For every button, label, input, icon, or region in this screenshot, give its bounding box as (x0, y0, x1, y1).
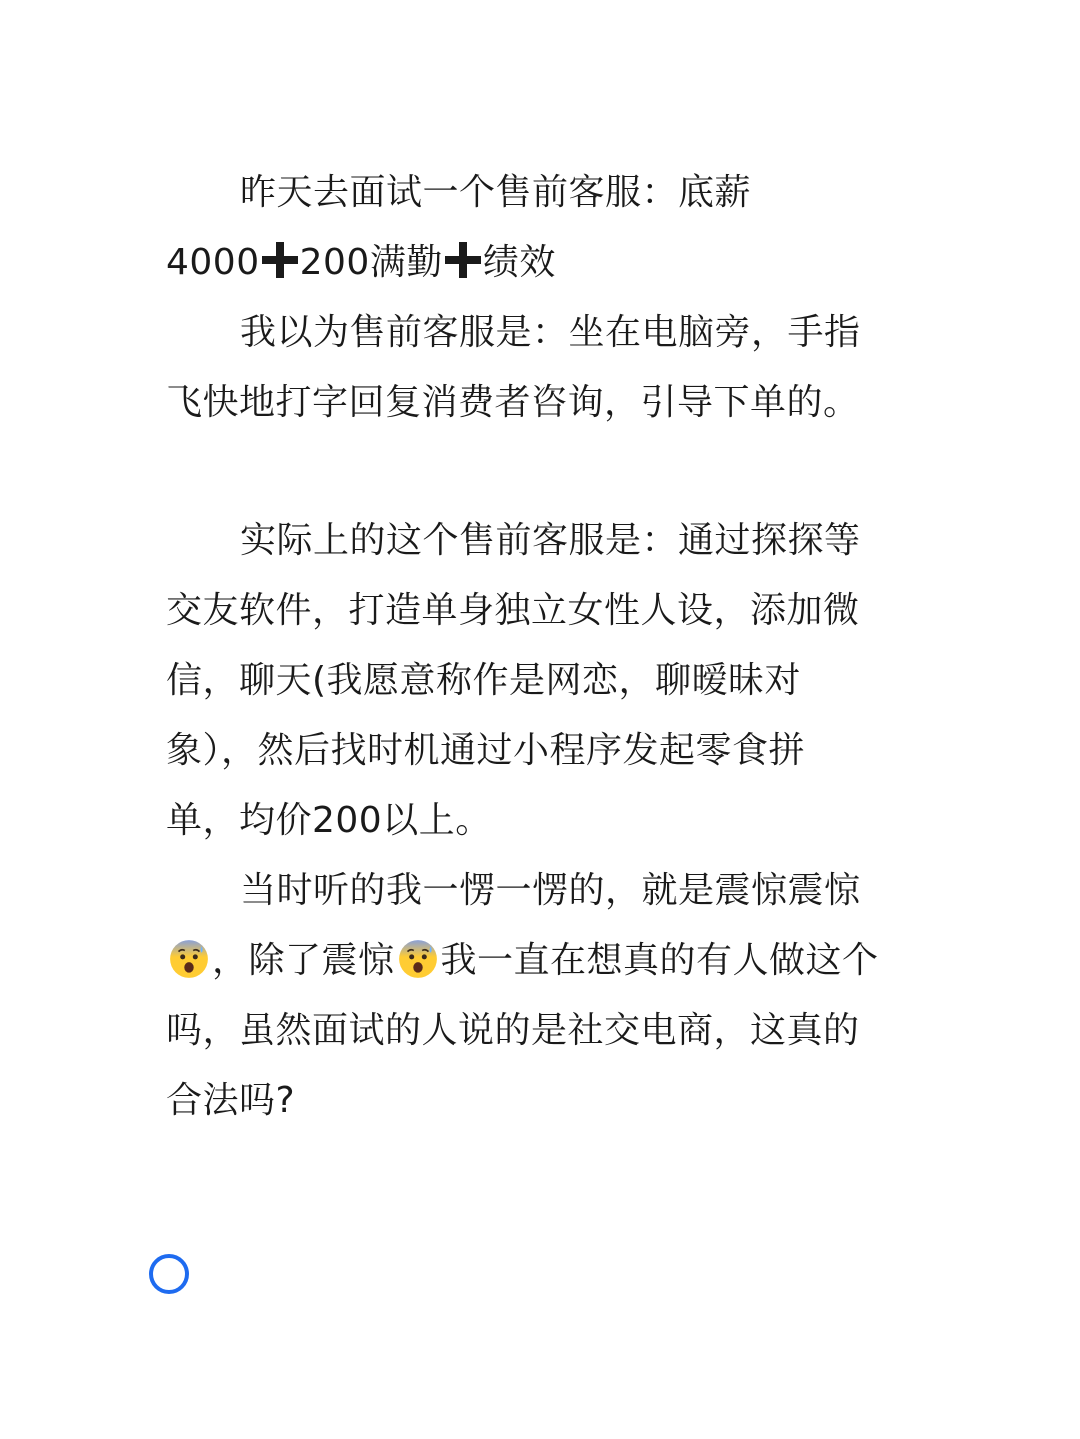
text-segment: 我以为售前客服是：坐在电脑旁，手指 (240, 312, 861, 353)
text-segment: 绩效 (482, 242, 556, 283)
anxious-face-with-sweat-icon (397, 938, 439, 980)
text-segment: 单，均价200以上。 (166, 800, 492, 841)
note-body (166, 158, 926, 1136)
text-line (166, 646, 926, 716)
anxious-face-with-sweat-icon (168, 938, 210, 980)
text-line (166, 856, 926, 926)
text-line (166, 576, 926, 646)
text-line (166, 228, 926, 298)
text-line (166, 786, 926, 856)
text-segment: 吗，虽然面试的人说的是社交电商，这真的 (166, 1010, 860, 1051)
text-segment: 象），然后找时机通过小程序发起零食拼 (166, 730, 806, 771)
text-line (166, 926, 926, 996)
text-line (166, 298, 926, 368)
text-segment: 我一直在想真的有人做这个 (440, 940, 879, 981)
text-segment: ，除了震惊 (212, 940, 395, 981)
heavy-plus-icon (444, 241, 482, 279)
text-line (166, 368, 926, 438)
text-segment: 实际上的这个售前客服是：通过探探等 (240, 520, 861, 561)
circle-cursor-icon[interactable] (149, 1254, 189, 1294)
text-segment: 合法吗? (166, 1080, 296, 1121)
heavy-plus-icon (261, 241, 299, 279)
text-segment: 昨天去面试一个售前客服：底薪 (240, 172, 752, 213)
text-segment: 信，聊天(我愿意称作是网恋，聊暧昧对 (166, 660, 802, 701)
text-line (166, 996, 926, 1066)
text-segment: 飞快地打字回复消费者咨询，引导下单的。 (166, 382, 860, 423)
text-line (166, 1066, 926, 1136)
paragraph-gap (166, 438, 926, 506)
text-line (166, 158, 926, 228)
text-segment: 当时听的我一愣一愣的，就是震惊震惊 (240, 870, 861, 911)
text-segment: 200满勤 (299, 242, 443, 283)
text-line (166, 506, 926, 576)
text-line (166, 716, 926, 786)
text-segment: 交友软件，打造单身独立女性人设，添加微 (166, 590, 860, 631)
text-segment: 4000 (166, 242, 260, 283)
